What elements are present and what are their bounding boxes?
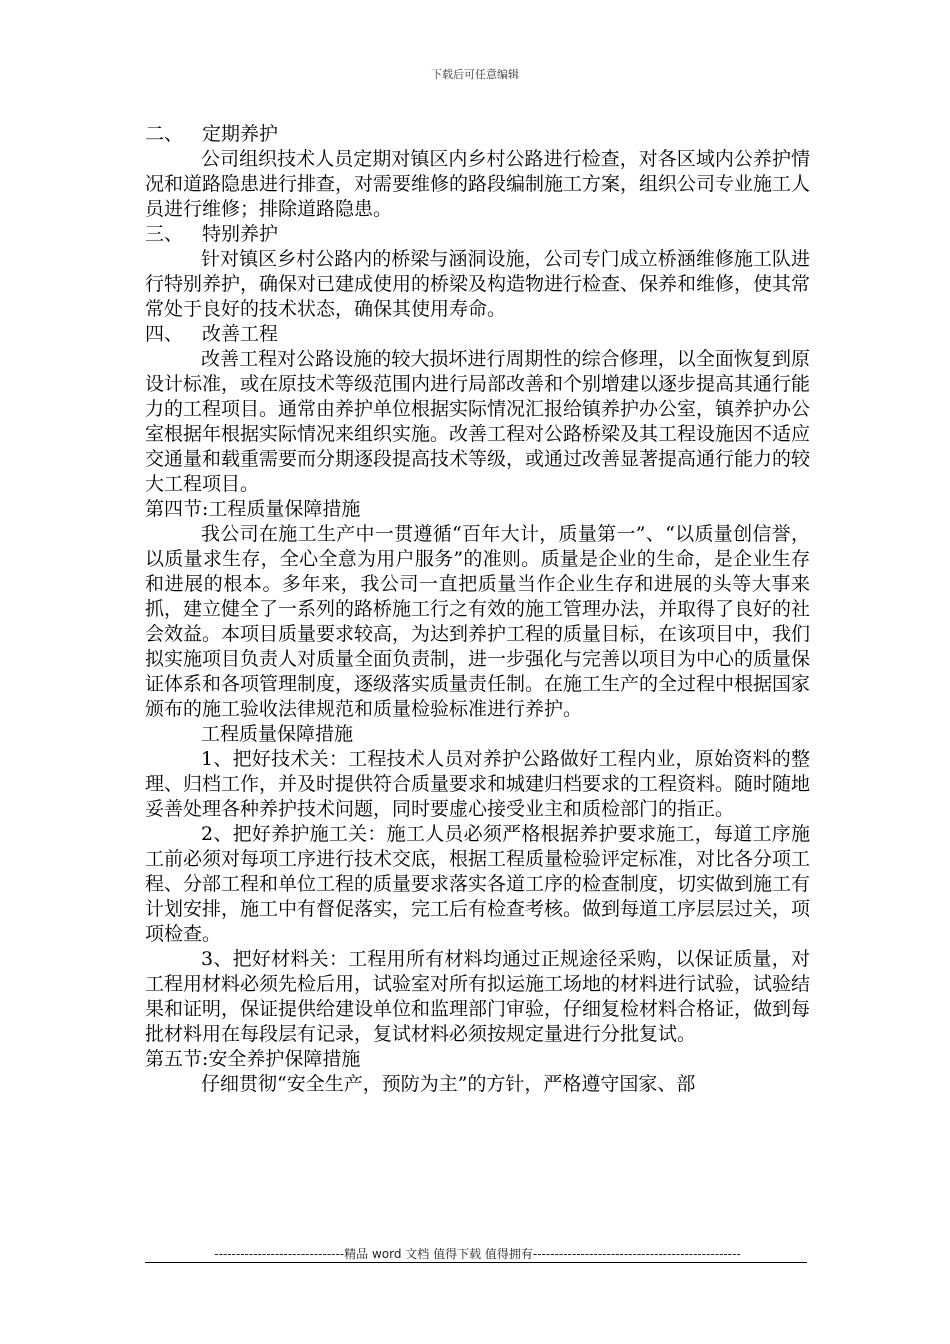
- paragraph-special-maintenance: 针对镇区乡村公路内的桥梁与涵洞设施，公司专门成立桥涵维修施工队进行特别养护，确保对已建成使用的桥梁及构造物进行检查、保养和维修，使其常常处于良好的技术状态，确保其使用寿命。: [145, 248, 811, 320]
- section-number: 四、: [145, 323, 184, 345]
- paragraph-improvement-works: 改善工程对公路设施的较大损坏进行周期性的综合修理，以全面恢复到原设计标准，或在原技术等级范围内进行局部改善和个别增建以逐步提高其通行能力的工程项目。通常由养护单位根据实际情况汇报给镇养护办公室，镇养护办公室根据年根据实际情况来组织实施。改善工程对公路桥梁及其工程设施因不适应交通量和载重需要而分期逐段提高技术等级，或通过改善显著提高通行能力的较大工程项目。: [145, 348, 811, 495]
- section-number: 二、: [145, 123, 184, 145]
- section-heading-4: [145, 322, 810, 347]
- section-heading-3: [145, 222, 810, 247]
- header-note: 下载后可任意编辑: [431, 68, 519, 81]
- subsection-heading-safety: 第五节:安全养护保障措施: [145, 1048, 361, 1070]
- document-body: [145, 122, 810, 1097]
- paragraph-quality-policy: 我公司在施工生产中一贯遵循“百年大计，质量第一”、“以质量创信誉，以质量求生存，全心全意为用户服务”的准则。质量是企业的生命，是企业生存和进展的根本。多年来，我公司一直把质量当作企业生存和进展的头等大事来抓，建立健全了一系列的路桥施工行之有效的施工管理办法，并取得了良好的社会效益。本项目质量要求较高，为达到养护工程的质量目标，在该项目中，我们拟实施项目负责人对质量全面负责制，进一步强化与完善以项目为中心的质量保证体系和各项管理制度，逐级落实质量责任制。在施工生产的全过程中根据国家颁布的施工验收法律规范和质量检验标准进行养护。: [145, 523, 811, 720]
- paragraph-quality-measures-title: 工程质量保障措施: [201, 723, 354, 745]
- footer-divider: [145, 1262, 807, 1263]
- footer-note: ------------------------------精品 word 文档 值得下载 值得拥有------------------------------------------------: [214, 1247, 741, 1261]
- section-heading-2: [145, 122, 810, 147]
- section-number: 三、: [145, 223, 184, 245]
- paragraph-construction-control: 2、把好养护施工关：施工人员必须严格根据养护要求施工，每道工序施工前必须对每项工序进行技术交底，根据工程质量检验评定标准，对比各分项工程、分部工程和单位工程的质量要求落实各道工序的检查制度，切实做到施工有计划安排，施工中有督促落实，完工后有检查考核。做到每道工序层层过关，项项检查。: [145, 823, 811, 945]
- section-title: 改善工程: [202, 323, 279, 345]
- section-title: 特别养护: [202, 223, 279, 245]
- subsection-heading-quality: 第四节:工程质量保障措施: [145, 498, 361, 520]
- paragraph-regular-maintenance: 公司组织技术人员定期对镇区内乡村公路进行检查，对各区域内公养护情况和道路隐患进行排查，对需要维修的路段编制施工方案，组织公司专业施工人员进行维修；排除道路隐患。: [145, 148, 811, 220]
- paragraph-safety-policy: 仔细贯彻“安全生产，预防为主”的方针，严格遵守国家、部: [201, 1073, 696, 1095]
- paragraph-material-control: 3、把好材料关：工程用所有材料均通过正规途径采购，以保证质量，对工程用材料必须先检后用，试验室对所有拟运施工场地的材料进行试验，试验结果和证明，保证提供给建设单位和监理部门审验，仔细复检材料合格证，做到每批材料用在每段层有记录，复试材料必须按规定量进行分批复试。: [145, 948, 811, 1045]
- section-title: 定期养护: [202, 123, 279, 145]
- paragraph-technical-control: 1、把好技术关：工程技术人员对养护公路做好工程内业，原始资料的整理、归档工作，并及时提供符合质量要求和城建归档要求的工程资料。随时随地妥善处理各种养护技术问题，同时要虚心接受业主和质检部门的指正。: [145, 748, 811, 820]
